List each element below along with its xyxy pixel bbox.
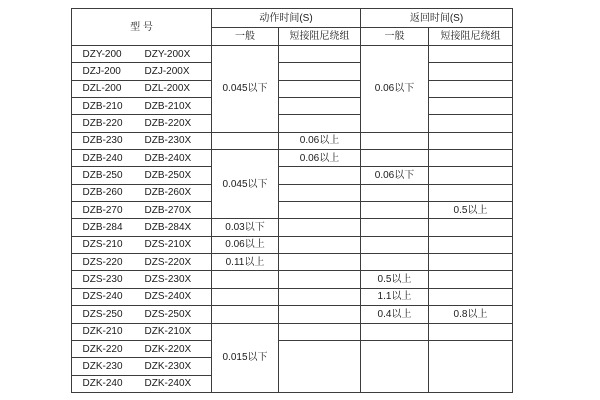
model-name-x: DZB-210X xyxy=(144,100,192,112)
return-general-cell: 0.5以上 xyxy=(361,271,429,288)
model-name-x: DZB-240X xyxy=(144,152,192,164)
return-damping-cell xyxy=(429,63,513,80)
table-row xyxy=(72,167,513,184)
model-cell xyxy=(72,184,212,201)
model-cell xyxy=(72,236,212,253)
table-row xyxy=(72,46,513,63)
return-general-cell xyxy=(361,184,429,201)
model-cell xyxy=(72,358,212,375)
model-name: DZK-220 xyxy=(82,343,123,355)
action-damping-cell xyxy=(279,340,361,392)
model-name: DZB-230 xyxy=(82,135,123,147)
header-return-damping: 短接阻尼绕组 xyxy=(429,28,513,46)
return-damping-cell xyxy=(429,46,513,63)
model-name: DZK-230 xyxy=(82,360,123,372)
return-general-cell xyxy=(361,254,429,271)
action-general-cell xyxy=(212,132,279,149)
model-name: DZS-220 xyxy=(82,256,123,268)
return-damping-cell xyxy=(429,184,513,201)
model-name-x: DZB-270X xyxy=(144,204,192,216)
action-general-cell xyxy=(212,288,279,305)
table-row xyxy=(72,236,513,253)
model-name: DZS-240 xyxy=(82,291,123,303)
model-name-x: DZJ-200X xyxy=(144,66,190,78)
action-general-cell: 0.015以下 xyxy=(212,323,279,392)
model-cell xyxy=(72,63,212,80)
model-name-x: DZY-200X xyxy=(144,48,191,60)
model-name-x: DZK-210X xyxy=(144,326,192,338)
model-name: DZJ-200 xyxy=(82,66,121,78)
model-cell xyxy=(72,219,212,236)
action-damping-cell xyxy=(279,288,361,305)
model-name-x: DZB-250X xyxy=(144,170,192,182)
return-damping-cell xyxy=(429,219,513,236)
model-name: DZB-210 xyxy=(82,100,123,112)
table-row xyxy=(72,80,513,97)
model-cell xyxy=(72,271,212,288)
table-row xyxy=(72,150,513,167)
action-general-cell: 0.03以下 xyxy=(212,219,279,236)
table-row xyxy=(72,202,513,219)
return-damping-cell xyxy=(429,132,513,149)
model-name: DZB-284 xyxy=(82,222,123,234)
action-damping-cell xyxy=(279,184,361,201)
model-name: DZB-260 xyxy=(82,187,123,199)
return-damping-cell xyxy=(429,167,513,184)
model-name-x: DZS-210X xyxy=(144,239,192,251)
return-damping-cell xyxy=(429,80,513,97)
return-general-cell xyxy=(361,132,429,149)
return-damping-cell: 0.8以上 xyxy=(429,306,513,323)
model-cell xyxy=(72,150,212,167)
table-row xyxy=(72,219,513,236)
model-name: DZS-250 xyxy=(82,308,123,320)
model-name-x: DZB-220X xyxy=(144,118,192,130)
action-damping-cell xyxy=(279,167,361,184)
action-general-cell xyxy=(212,271,279,288)
model-name-x: DZS-250X xyxy=(144,308,192,320)
table-row xyxy=(72,98,513,115)
action-damping-cell xyxy=(279,80,361,97)
header-row-groups xyxy=(72,9,513,28)
return-damping-cell xyxy=(429,288,513,305)
return-general-cell: 0.4以上 xyxy=(361,306,429,323)
model-name-x: DZS-220X xyxy=(144,256,192,268)
return-damping-cell xyxy=(429,271,513,288)
model-name-x: DZL-200X xyxy=(144,83,191,95)
action-general-cell: 0.045以下 xyxy=(212,46,279,133)
return-damping-cell xyxy=(429,115,513,132)
action-damping-cell xyxy=(279,219,361,236)
return-general-cell: 0.06以下 xyxy=(361,46,429,133)
model-cell xyxy=(72,375,212,392)
model-name-x: DZB-284X xyxy=(144,222,192,234)
model-name-x: DZK-230X xyxy=(144,360,192,372)
return-damping-cell xyxy=(429,236,513,253)
model-cell xyxy=(72,202,212,219)
model-name: DZB-270 xyxy=(82,204,123,216)
model-name-x: DZK-220X xyxy=(144,343,192,355)
model-name-x: DZB-260X xyxy=(144,187,192,199)
table-row xyxy=(72,271,513,288)
action-damping-cell: 0.06以上 xyxy=(279,150,361,167)
model-cell xyxy=(72,115,212,132)
action-damping-cell xyxy=(279,254,361,271)
model-name: DZY-200 xyxy=(82,48,122,60)
return-damping-cell xyxy=(429,98,513,115)
return-general-cell xyxy=(361,340,429,392)
table-row xyxy=(72,184,513,201)
header-action-time: 动作时间(S) xyxy=(212,9,361,28)
action-damping-cell xyxy=(279,202,361,219)
table-row xyxy=(72,63,513,80)
table-row xyxy=(72,306,513,323)
model-cell xyxy=(72,340,212,357)
table-row xyxy=(72,340,513,357)
model-name: DZB-250 xyxy=(82,170,123,182)
return-general-cell xyxy=(361,236,429,253)
model-cell xyxy=(72,46,212,63)
return-general-cell xyxy=(361,219,429,236)
return-general-cell: 1.1以上 xyxy=(361,288,429,305)
header-return-time: 返回时间(S) xyxy=(361,9,513,28)
model-name: DZS-210 xyxy=(82,239,123,251)
header-return-general: 一般 xyxy=(361,28,429,46)
action-general-cell: 0.11以上 xyxy=(212,254,279,271)
model-name-x: DZS-230X xyxy=(144,274,192,286)
return-damping-cell xyxy=(429,323,513,340)
model-cell xyxy=(72,132,212,149)
table-row xyxy=(72,254,513,271)
return-damping-cell xyxy=(429,254,513,271)
model-name: DZL-200 xyxy=(82,83,122,95)
model-cell xyxy=(72,98,212,115)
model-cell xyxy=(72,288,212,305)
action-general-cell xyxy=(212,306,279,323)
model-name: DZB-240 xyxy=(82,152,123,164)
header-model: 型 号 xyxy=(72,9,212,46)
model-cell xyxy=(72,80,212,97)
action-general-cell: 0.045以下 xyxy=(212,150,279,219)
model-name: DZK-210 xyxy=(82,326,123,338)
action-damping-cell xyxy=(279,98,361,115)
header-action-general: 一般 xyxy=(212,28,279,46)
model-cell xyxy=(72,323,212,340)
return-general-cell xyxy=(361,202,429,219)
table-row xyxy=(72,288,513,305)
model-name: DZS-230 xyxy=(82,274,123,286)
action-general-cell: 0.06以上 xyxy=(212,236,279,253)
model-name: DZB-220 xyxy=(82,118,123,130)
return-general-cell xyxy=(361,150,429,167)
action-damping-cell: 0.06以上 xyxy=(279,132,361,149)
action-damping-cell xyxy=(279,306,361,323)
return-damping-cell xyxy=(429,150,513,167)
model-name-x: DZB-230X xyxy=(144,135,192,147)
return-general-cell xyxy=(361,323,429,340)
model-name-x: DZK-240X xyxy=(144,378,192,390)
action-damping-cell xyxy=(279,236,361,253)
table-row xyxy=(72,323,513,340)
table-row xyxy=(72,132,513,149)
return-damping-cell xyxy=(429,340,513,392)
model-name: DZK-240 xyxy=(82,378,123,390)
model-name-x: DZS-240X xyxy=(144,291,192,303)
relay-timing-table xyxy=(71,8,513,393)
return-general-cell: 0.06以下 xyxy=(361,167,429,184)
action-damping-cell xyxy=(279,46,361,63)
return-damping-cell: 0.5以上 xyxy=(429,202,513,219)
model-cell xyxy=(72,254,212,271)
action-damping-cell xyxy=(279,63,361,80)
header-action-damping: 短接阻尼绕组 xyxy=(279,28,361,46)
model-cell xyxy=(72,306,212,323)
model-cell xyxy=(72,167,212,184)
table-row xyxy=(72,115,513,132)
action-damping-cell xyxy=(279,115,361,132)
action-damping-cell xyxy=(279,271,361,288)
action-damping-cell xyxy=(279,323,361,340)
